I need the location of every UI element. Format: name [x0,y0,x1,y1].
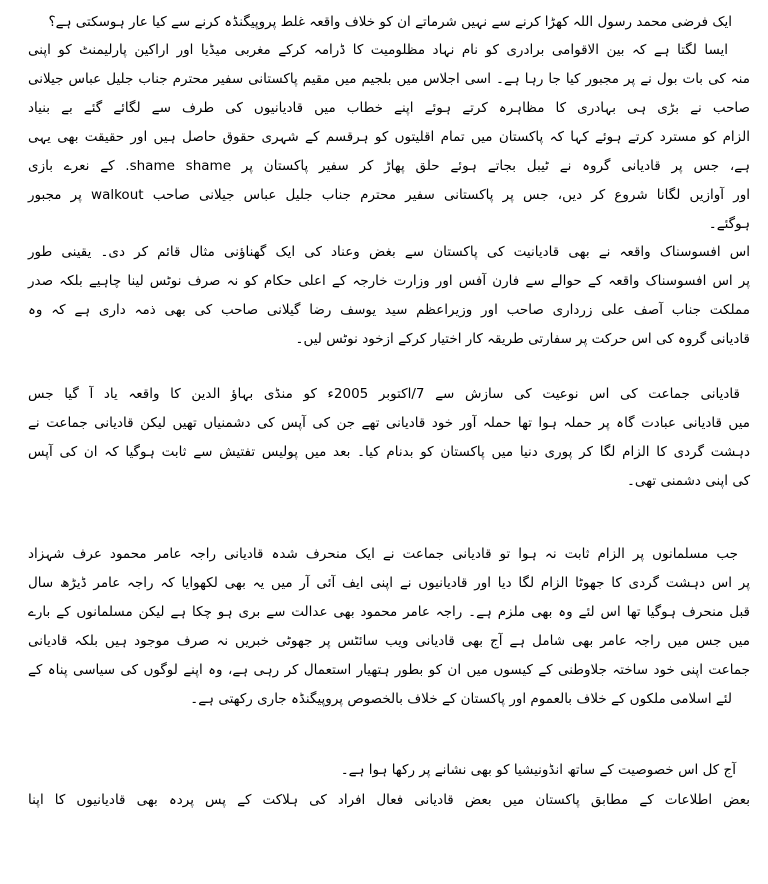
text-line: لئے اسلامی ملکوں کے خلاف بالعموم اور پاکستان کے خلاف بالخصوص پروپیگنڈہ جاری رکھتی ہے۔ [190,691,732,707]
text-line: صاحب نے بڑی ہی بہادری کا مظاہرہ کرتے ہوئے اپنے خطاب میں قادیانیوں کی طرف سے لگائے گئے بے بنیاد [28,100,750,116]
text-line: منہ کی بات بول نے پر مجبور کیا جا رہا ہے۔ اسی اجلاس میں بلجیم میں مقیم پاکستانی سفیر محترم جناب جلیل عباس جیلانی [28,71,750,87]
text-line: جب مسلمانوں پر الزام ثابت نہ ہوا تو قادیانی جماعت نے ایک منحرف شدہ قادیانی راجہ عامر محمود عرف شہزاد [28,546,738,562]
text-line: بعض اطلاعات کے مطابق پاکستان میں بعض قادیانی فعال افراد کی ہلاکت کے پس پردہ بھی قادیانیوں کا اپنا [28,792,750,808]
text-line: دہشت گردی کا الزام لگا کر پوری دنیا میں پاکستان کو بدنام کیا۔ بعد میں پولیس تفتیش سے ثابت ہوگیا کہ ان کی آپس [28,444,750,460]
text-line: ایسا لگتا ہے کہ بین الاقوامی برادری کو نام نہاد مظلومیت کا ڈرامہ کرکے مغربی میڈیا اور اراکین پارلیمنٹ کو اپنی [28,42,728,58]
text-line: پر اس دہشت گردی کا جھوٹا الزام لگا دیا اور قادیانیوں نے اپنی ایف آئی آر میں یہ بھی لکھوایا کہ راجہ عامر ڈیڑھ سال [28,575,750,591]
text-line: ہے، جس پر قادیانی گروہ نے ٹیبل بجاتے ہوئے حلق پھاڑ کر سفیر پاکستان پر shame shame. کے نعرے بازی [28,158,750,174]
text-line: جماعت اپنی خود ساختہ جلاوطنی کے کیسوں میں ان کو بطور ہتھیار استعمال کر رہی ہے، وہ اپنے لوگوں کی سیاسی پناہ کے [28,662,750,678]
text-line: ایک فرضی محمد رسول اللہ کھڑا کرنے سے نہیں شرماتے ان کو خلاف واقعہ غلط پروپیگنڈہ کرنے سے کیا عار ہوسکتی ہے؟ [48,14,732,30]
text-line: میں قادیانی عبادت گاہ پر حملہ ہوا تھا حملہ آور خود قادیانی تھے جن کی آپس کی دشمنیاں تھیں لیکن قادیانی جماعت نے [28,415,750,431]
text-line: قادیانی گروہ کی اس حرکت پر سفارتی طریقہ کار اختیار کرکے ازخود نوٹس لیں۔ [295,331,750,347]
text-line: الزام کو مسترد کرتے ہوئے کہا کہ پاکستان میں تمام اقلیتوں کو ہرقسم کے شہری حقوق حاصل ہیں اور حقیقت بھی یہی [28,129,750,145]
text-line: آج کل اس خصوصیت کے ساتھ انڈونیشیا کو بھی نشانے پر رکھا ہوا ہے۔ [340,762,736,778]
text-line: قبل منحرف ہوگیا تھا اس لئے وہ بھی ملزم ہے۔ راجہ عامر محمود بھی عدالت سے بری ہو چکا ہے لیکن مسلمانوں کے بارے [28,604,750,620]
text-line: قادیانی جماعت کی اس نوعیت کی سازش سے 7/اکتوبر 2005ء کو منڈی بہاؤ الدین کا واقعہ یاد آ گیا جس [28,386,740,402]
text-line: میں جس میں راجہ عامر بھی شامل ہے آج بھی قادیانی ویب سائٹس پر جھوٹی خبریں نہ صرف موجود ہیں بلکہ قادیانی [28,633,750,649]
text-line: اس افسوسناک واقعہ نے بھی قادیانیت کی پاکستان سے بغض وعناد کی ایک گھناؤنی مثال قائم کر دی۔ یقینی طور [28,244,750,260]
text-line: مملکت جناب آصف علی زرداری صاحب اور وزیراعظم سید یوسف رضا گیلانی صاحب کی بھی ذمہ داری ہے کہ وہ [28,302,750,318]
text-line: ہوگئے۔ [708,216,750,232]
text-line: پر اس افسوسناک واقعہ کے حوالے سے فارن آفس اور وزارت خارجہ کے اعلی حکام کو نہ صرف نوٹس لینا چاہیے بلکہ صدر [28,273,750,289]
text-line: کی اپنی دشمنی تھی۔ [627,473,750,489]
text-line: اور آوازیں لگانا شروع کر دیں، جس پر پاکستانی سفیر محترم جناب جلیل عباس جیلانی صاحب walkout پر مجبور [28,187,750,203]
